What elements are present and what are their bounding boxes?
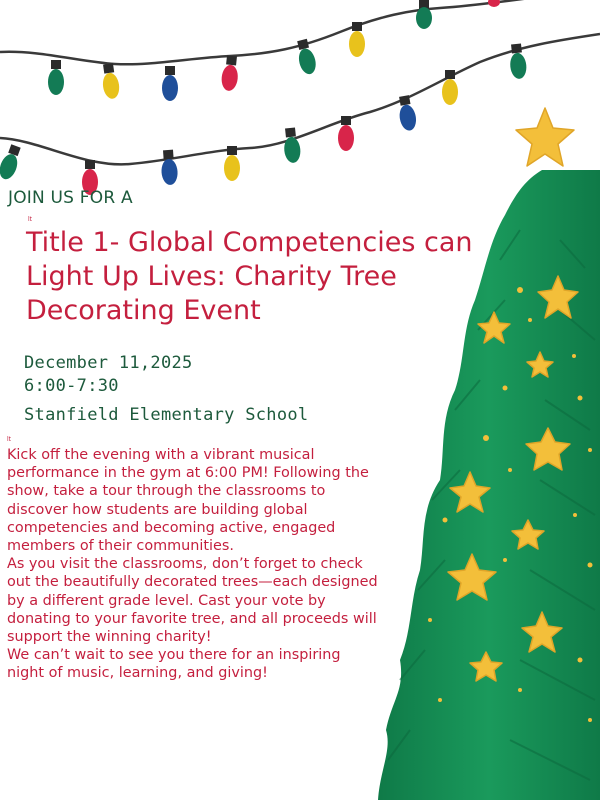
stray-mark: lt bbox=[28, 216, 33, 223]
event-details bbox=[24, 352, 308, 427]
description-paragraph: We can’t wait to see you there for an inspiring night of music, learning, and giving! bbox=[7, 647, 341, 682]
event-date: December 11,2025 bbox=[24, 353, 193, 373]
event-description bbox=[7, 446, 379, 683]
star-icon bbox=[516, 108, 574, 166]
event-title: Title 1- Global Competencies can Light Up Lives: Charity Tree Decorating Event bbox=[26, 227, 473, 326]
event-location: Stanfield Elementary School bbox=[24, 405, 309, 425]
event-time: 6:00-7:30 bbox=[24, 376, 119, 396]
description-paragraph: As you visit the classrooms, don’t forget to check out the beautifully decorated trees—each designed by a different grade level. Cast your vote by donating to your favorite tree, and all proceeds will support the winning charity! bbox=[7, 556, 378, 646]
description-paragraph: Kick off the evening with a vibrant musical performance in the gym at 6:00 PM! Following the show, take a tour through the classrooms to discover how students are building global competencies and becoming active, engaged members of their communities. bbox=[7, 447, 369, 555]
intro-heading: JOIN US FOR A bbox=[8, 188, 133, 208]
stray-mark: lt bbox=[7, 436, 12, 443]
